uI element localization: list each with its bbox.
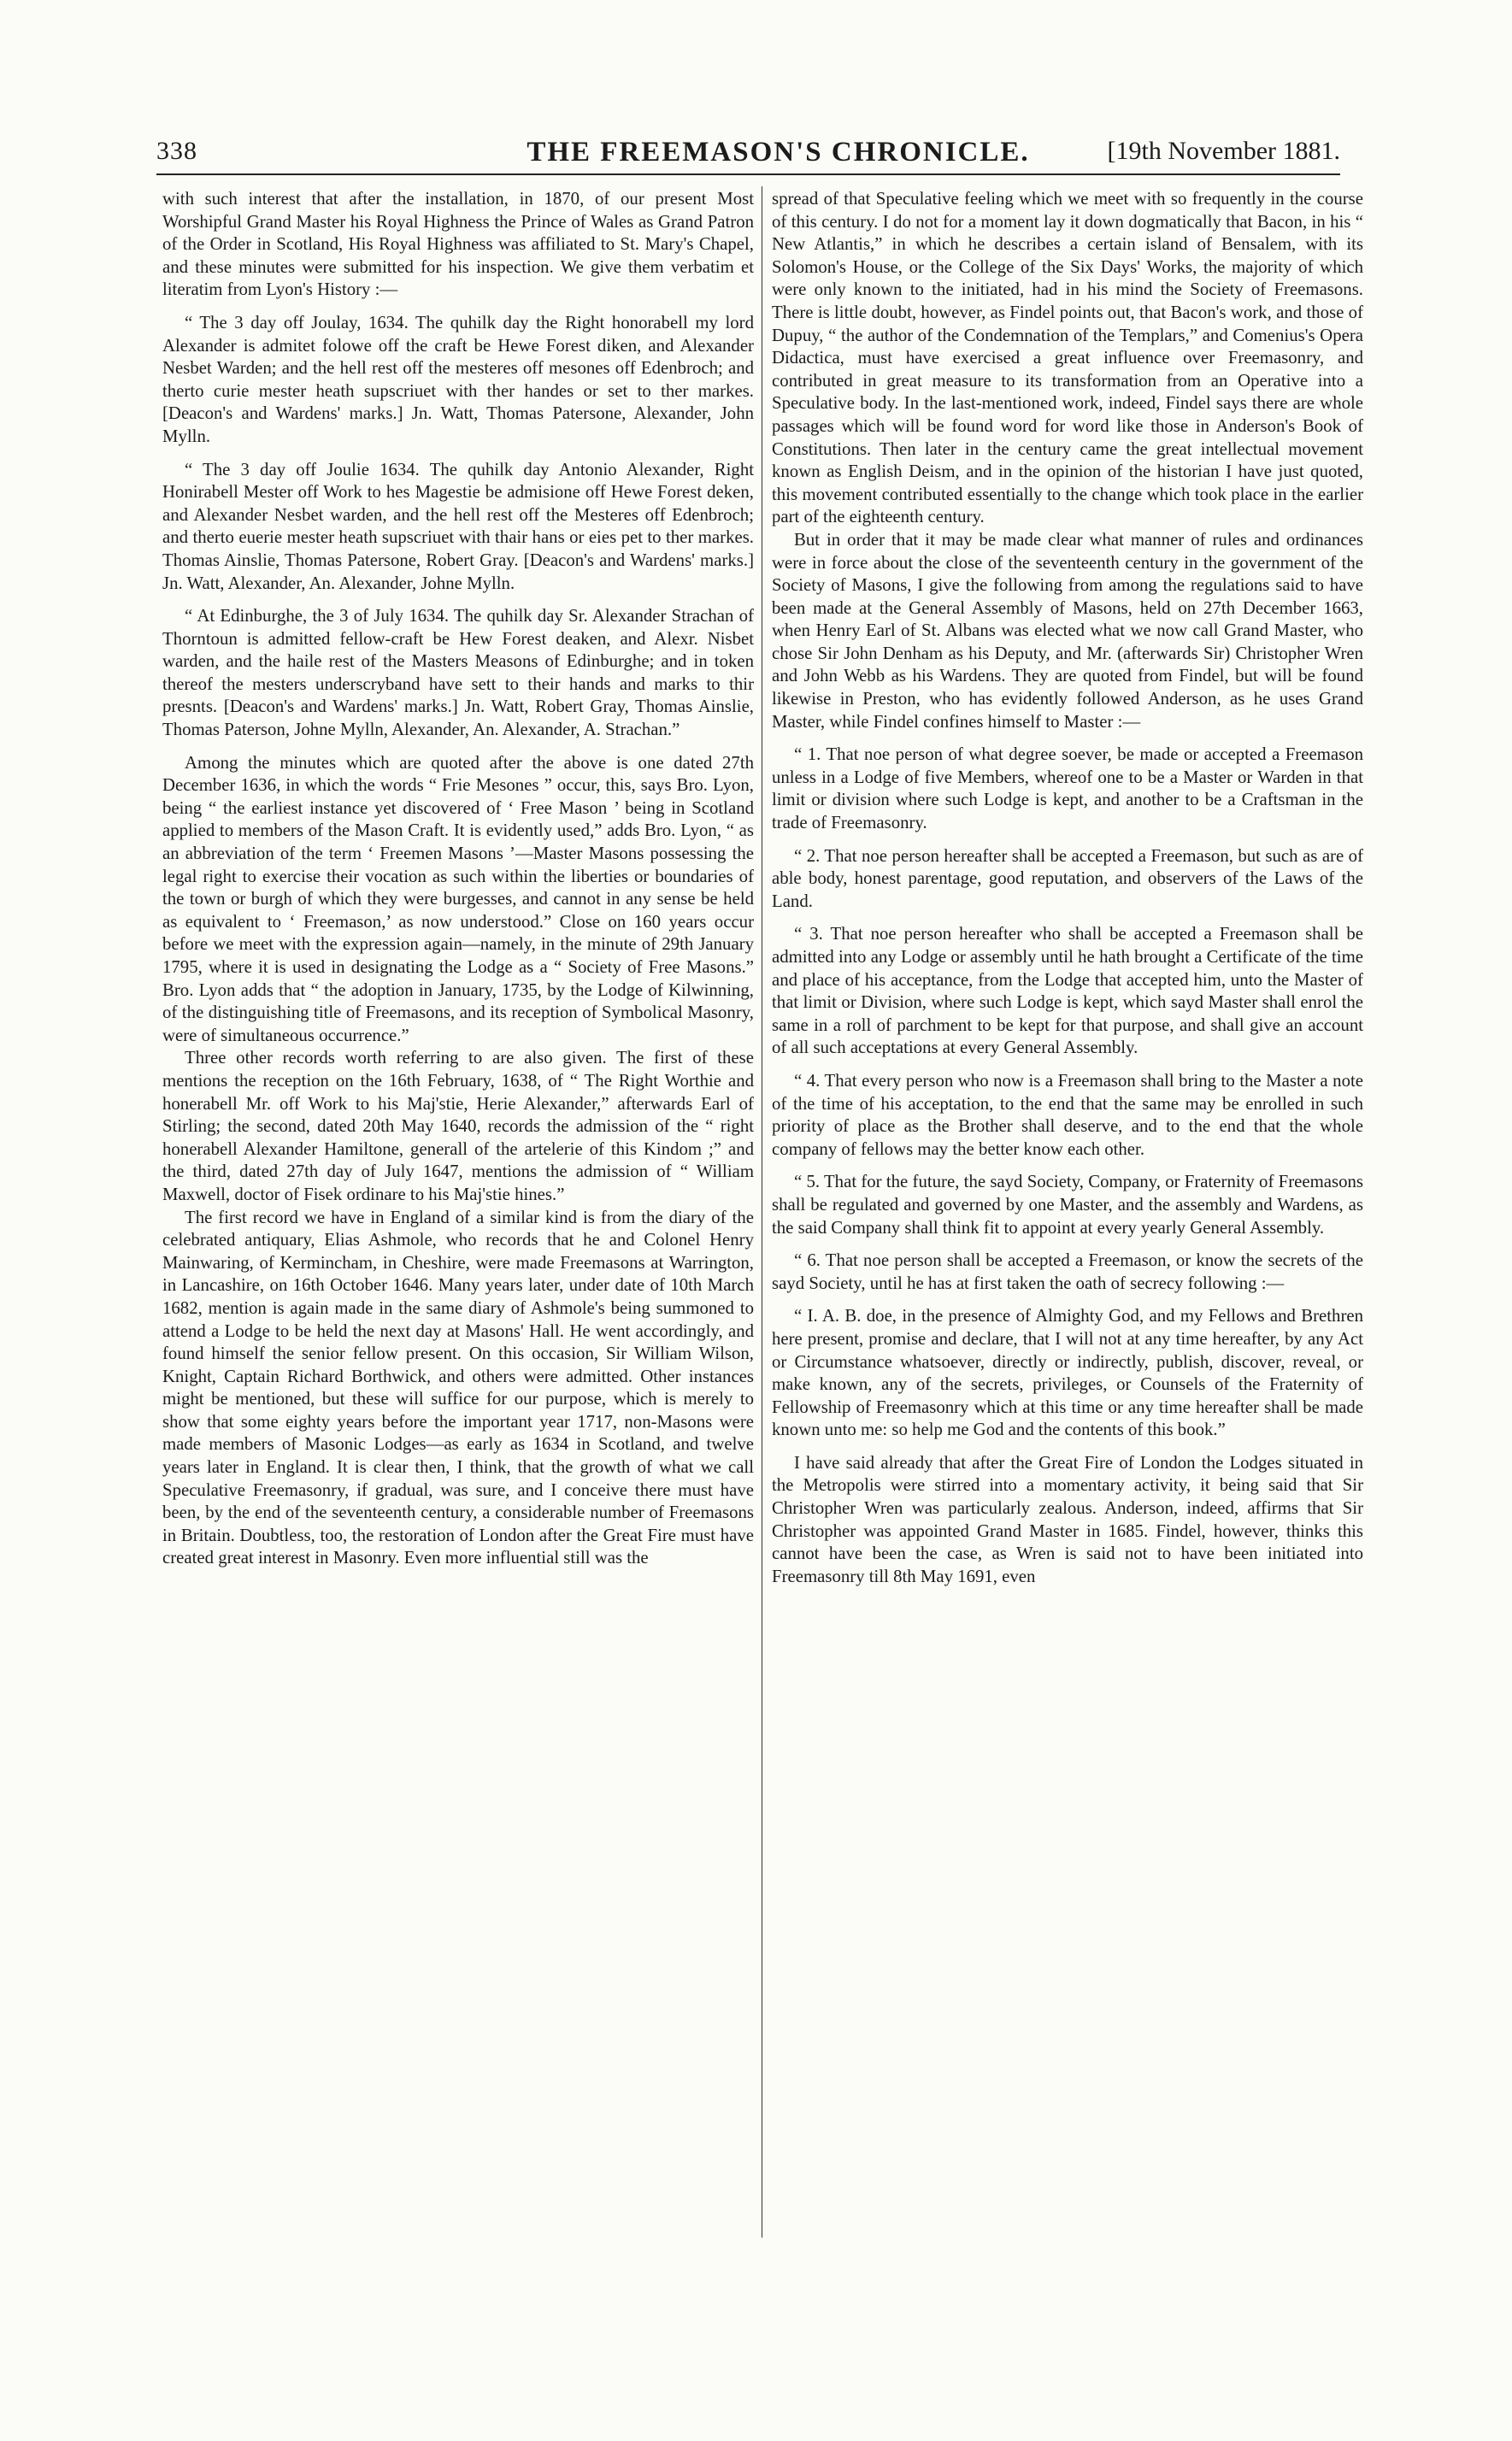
regulation-4: “ 4. That every person who now is a Freemason shall bring to the Master a note of the time of his acceptation, to the end that the same may be enrolled in such priority of place as the Brother shall deserve, and to the end that the whole company of fellows may the better know each other. <box>772 1070 1363 1159</box>
quoted-minute: “ The 3 day off Joulie 1634. The quhilk day Antonio Alexander, Right Honirabell Mester off Work to hes Magestie be admisione off Hewe Forest deken, and Alexander Nesbet warden, and the hell rest off the Mesteres off Edenbroch; and therto euerie mester heath supscriuet with thair hans or eies pet to ther markes. Thomas Ainslie, Thomas Patersone, Robert Gray. [Deacon's and Wardens' marks.] Jn. Watt, Alexander, An. Alexander, Johne Mylln. <box>162 459 754 593</box>
regulation-5: “ 5. That for the future, the sayd Society, Company, or Fraternity of Freemasons shall be regulated and governed by one Master, and the assembly and Wardens, as the said Company shall think fit to appoint at every yearly General Assembly. <box>772 1172 1363 1238</box>
issue-date: [19th November 1881. <box>1107 137 1340 165</box>
regulation-1: “ 1. That noe person of what degree soever, be made or accepted a Freemason unless in a Lodge of five Members, whereof one to be a Master or Warden in that limit or division where such Lodge is kept, and another to be a Craftsman in the trade of Freemasonry. <box>772 744 1363 833</box>
right-column <box>772 188 1363 2256</box>
oath-of-secrecy: “ I. A. B. doe, in the presence of Almighty God, and my Fellows and Brethren here present, promise and declare, that I will not at any time hereafter, by any Act or Circumstance whatsoever, directly or indirectly, publish, discover, reveal, or make known, any of the secrets, privileges, or Counsels of the Fraternity of Fellowship of Freemasonry which at this time or any time hereafter shall be made known unto me: so help me God and the contents of this book.” <box>772 1306 1363 1440</box>
quoted-minute: “ At Edinburghe, the 3 of July 1634. The quhilk day Sr. Alexander Strachan of Thorntoun is admitted fellow-craft be Hew Forest deaken, and Alexr. Nisbet warden, and the haile rest of the Masters Measons of Edinburghe; and in token thereof the mesters underscryband have sett to their hands and marks to thir presnts. [Deacon's and Wardens' marks.] Jn. Watt, Robert Gray, Thomas Ainslie, Thomas Paterson, Johne Mylln, Alexander, An. Alexander, A. Strachan.” <box>162 606 754 740</box>
paragraph: The first record we have in England of a similar kind is from the diary of the celebrated antiquary, Elias Ashmole, who records that he and Colonel Henry Mainwaring, of Kermincham, in Cheshire, were made Freemasons at Warrington, in Lancashire, on 16th October 1646. Many years later, under date of 10th March 1682, mention is again made in the same diary of Ashmole's being summoned to attend a Lodge to be held the next day at Masons' Hall. He went accordingly, and found himself the senior fellow present. On this occasion, Sir William Wilson, Knight, Captain Richard Borthwick, and others were admitted. Other instances might be mentioned, but these will suffice for our purpose, which is merely to show that some eighty years before the important year 1717, non-Masons were made members of Masonic Lodges—as early as 1634 in Scotland, and twelve years later in England. It is clear then, I think, that the growth of what we call Speculative Freemasonry, if gradual, was sure, and I conceive there must have been, by the end of the seventeenth century, a considerable number of Freemasons in Britain. Doubtless, too, the restoration of London after the Great Fire must have created great interest in Masonry. Even more influential still was the <box>162 1207 754 1568</box>
paragraph: with such interest that after the installation, in 1870, of our present Most Worshipful Grand Master his Royal Highness the Prince of Wales as Grand Patron of the Order in Scotland, His Royal Highness was affiliated to St. Mary's Chapel, and these minutes were submitted for his inspection. We give them verbatim et literatim from Lyon's History :— <box>162 189 754 300</box>
regulation-6: “ 6. That noe person shall be accepted a Freemason, or know the secrets of the sayd Society, until he has at first taken the oath of secrecy following :— <box>772 1250 1363 1293</box>
paragraph: But in order that it may be made clear what manner of rules and ordinances were in force about the close of the seventeenth century in the government of the Society of Masons, I give the following from among the regulations said to have been made at the General Assembly of Masons, held on 27th December 1663, when Henry Earl of St. Albans was elected what we now call Grand Master, who chose Sir John Denham as his Deputy, and Mr. (afterwards Sir) Christopher Wren and John Webb as his Wardens. They are quoted from Findel, but will be found likewise in Preston, who has evidently followed Anderson, as he uses Grand Master, while Findel confines himself to Master :— <box>772 529 1363 732</box>
regulation-3: “ 3. That noe person hereafter who shall be accepted a Freemason shall be admitted into any Lodge or assembly until he hath brought a Certificate of the time and place of his acceptance, from the Lodge that accepted him, unto the Master of that limit or Division, where such Lodge is kept, which sayd Master shall enrol the same in a roll of parchment to be kept for that purpose, and shall give an account of all such acceptations at every General Assembly. <box>772 924 1363 1058</box>
paragraph: spread of that Speculative feeling which we meet with so frequently in the course of this century. I do not for a moment lay it down dogmatically that Bacon, in his “ New Atlantis,” in which he describes a certain island of Bensalem, with its Solomon's House, or the College of the Six Days' Works, the majority of which were only known to the initiated, had in his mind the Society of Freemasons. There is little doubt, however, as Findel points out, that Bacon's work, and those of Dupuy, “ the author of the Condemnation of the Templars,” and Comenius's Opera Didactica, must have exercised a great influence over Freemasonry, and contributed in great measure to its transformation from an Operative into a Speculative body. In the last-mentioned work, indeed, Findel says there are whole passages which will be found word for word like those in Anderson's Book of Constitutions. Then later in the century came the great intellectual movement known as English Deism, and in the opinion of the historian I have just quoted, this movement contributed essentially to the change which took place in the earlier part of the eighteenth century. <box>772 189 1363 527</box>
regulation-2: “ 2. That noe person hereafter shall be accepted a Freemason, but such as are of able body, honest parentage, good reputation, and observers of the Laws of the Land. <box>772 845 1363 911</box>
paragraph: I have said already that after the Great Fire of London the Lodges situated in the Metropolis were stirred into a momentary activity, it being said that Sir Christopher Wren was particularly zealous. Anderson, indeed, affirms that Sir Christopher was appointed Grand Master in 1685. Findel, however, thinks this cannot have been the case, as Wren is said not to have been initiated into Freemasonry till 8th May 1691, even <box>772 1452 1363 1586</box>
page-header <box>156 137 1340 174</box>
publication-title: THE FREEMASON'S CHRONICLE. <box>527 137 1030 168</box>
paragraph: Three other records worth referring to are also given. The first of these mentions the reception on the 16th February, 1638, of “ The Right Worthie and honerabell Mr. off Work to his Maj'stie, Herie Alexander,” afterwards Earl of Stirling; the second, dated 20th May 1640, records the admission of the “ right honerabell Alexander Hamiltone, generall of the artelerie of this Kindom ;” and the third, dated 27th day of July 1647, mentions the admission of “ William Maxwell, doctor of Fisek ordinare to his Maj'stie hines.” <box>162 1048 754 1204</box>
page-number: 338 <box>156 137 197 165</box>
header-rule <box>156 174 1340 175</box>
left-column <box>162 188 754 2256</box>
paragraph: Among the minutes which are quoted after the above is one dated 27th December 1636, in which the words “ Frie Mesones ” occur, this, says Bro. Lyon, being “ the earliest instance yet discovered of ‘ Free Mason ’ being in Scotland applied to members of the Mason Craft. It is evidently used,” adds Bro. Lyon, “ as an abbreviation of the term ‘ Freemen Masons ’—Master Masons possessing the legal right to exercise their vocation as such within the liberties or boundaries of the town or burgh of which they were burgesses, and cannot in any sense be held as equivalent to ‘ Freemason,’ as now understood.” Close on 160 years occur before we meet with the expression again—namely, in the minute of 29th January 1795, where it is used in designating the Lodge as a “ Society of Free Masons.” Bro. Lyon adds that “ the adoption in January, 1735, by the Lodge of Kilwinning, of the distinguishing title of Freemasons, and its reception of Symbolical Masonry, were of simultaneous occurrence.” <box>162 752 754 1045</box>
quoted-minute: “ The 3 day off Joulay, 1634. The quhilk day the Right honorabell my lord Alexander is admitet folowe off the craft be Hewe Forest diken, and Alexander Nesbet Warden; and the hell rest off the mesteres off mesones off Edenbroch; and therto curie mester heath supscriuet with ther handes or set to ther markes. [Deacon's and Wardens' marks.] Jn. Watt, Thomas Patersone, Alexander, John Mylln. <box>162 312 754 446</box>
